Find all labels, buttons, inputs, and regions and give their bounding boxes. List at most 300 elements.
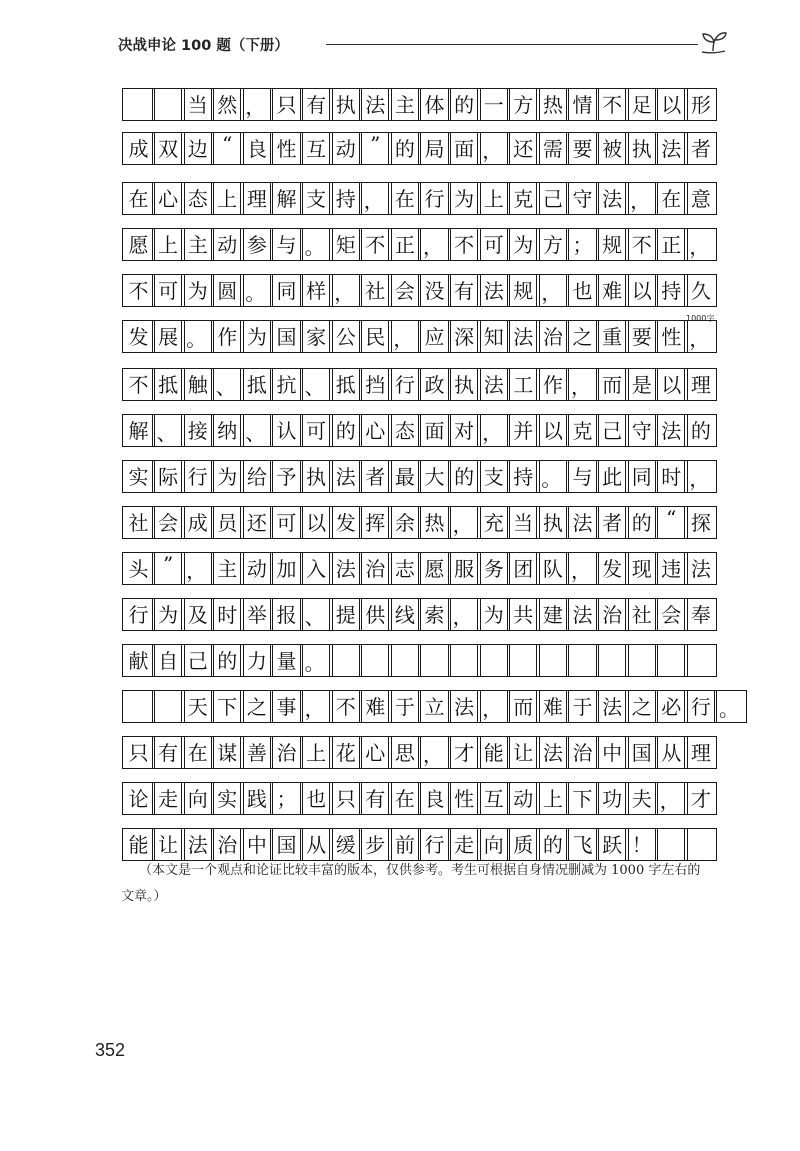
grid-cell: 展 xyxy=(152,320,185,353)
grid-cell: 之 xyxy=(240,690,273,723)
grid-cell: ， xyxy=(300,690,333,723)
grid-cell: 。 xyxy=(300,228,333,261)
grid-cell xyxy=(684,644,717,677)
grid-cell: 法 xyxy=(655,132,688,165)
grid-cell: 抵 xyxy=(329,368,362,401)
grid-cell: 下 xyxy=(211,690,244,723)
grid-cell: 久 xyxy=(684,274,717,307)
grid-cell: 成 xyxy=(122,132,155,165)
grid-cell: 不 xyxy=(448,228,481,261)
grid-cell: 者 xyxy=(684,132,717,165)
grid-cell: 上 xyxy=(211,182,244,215)
grid-cell: 认 xyxy=(270,414,303,447)
grid-cell: 思 xyxy=(388,736,421,769)
grid-cell: 方 xyxy=(507,88,540,121)
grid-cell: 作 xyxy=(211,320,244,353)
grid-cell: 入 xyxy=(300,552,333,585)
grid-cell: 予 xyxy=(270,460,303,493)
grid-cell: 互 xyxy=(300,132,333,165)
grid-cell: 提 xyxy=(329,598,362,631)
grid-cell: 应 xyxy=(418,320,451,353)
grid-cell: ， xyxy=(477,690,510,723)
grid-cell: 执 xyxy=(329,88,362,121)
grid-cell: 当 xyxy=(507,506,540,539)
grid-cell: 社 xyxy=(122,506,155,539)
grid-cell: 之 xyxy=(566,320,599,353)
grid-cell: 奉 xyxy=(684,598,717,631)
grid-cell: 时 xyxy=(655,460,688,493)
grid-cell: 建 xyxy=(536,598,569,631)
grid-cell: 向 xyxy=(477,828,510,861)
grid-cell: 缓 xyxy=(329,828,362,861)
grid-cell: 正 xyxy=(655,228,688,261)
grid-cell: 给 xyxy=(240,460,273,493)
grid-cell: 报 xyxy=(270,598,303,631)
grid-cell: 事 xyxy=(270,690,303,723)
grid-cell xyxy=(152,88,185,121)
grid-cell: 际 xyxy=(152,460,185,493)
grid-cell: 克 xyxy=(566,414,599,447)
grid-cell: 热 xyxy=(536,88,569,121)
grid-cell: 志 xyxy=(388,552,421,585)
page-number: 352 xyxy=(95,1040,126,1060)
grid-cell: 治 xyxy=(536,320,569,353)
grid-cell: 愿 xyxy=(122,228,155,261)
grid-cell: “ xyxy=(655,506,688,539)
grid-cell: 从 xyxy=(655,736,688,769)
grid-cell: 克 xyxy=(507,182,540,215)
grid-cell: 国 xyxy=(625,736,658,769)
grid-cell: 只 xyxy=(329,782,362,815)
grid-cell: 大 xyxy=(418,460,451,493)
grid-cell xyxy=(507,644,540,677)
grid-cell xyxy=(655,828,688,861)
grid-cell: 中 xyxy=(596,736,629,769)
grid-cell: 夫 xyxy=(625,782,658,815)
grid-cell: 、 xyxy=(300,368,333,401)
grid-cell: 可 xyxy=(270,506,303,539)
grid-cell: 质 xyxy=(507,828,540,861)
grid-cell: 行 xyxy=(181,460,214,493)
grid-cell: 意 xyxy=(684,182,717,215)
grid-cell: 善 xyxy=(240,736,273,769)
grid-cell: 不 xyxy=(122,368,155,401)
grid-cell: 有 xyxy=(359,782,392,815)
grid-cell xyxy=(477,644,510,677)
grid-cell: 执 xyxy=(625,132,658,165)
grid-cell: 也 xyxy=(566,274,599,307)
grid-cell: 步 xyxy=(359,828,392,861)
grid-cell: ， xyxy=(684,460,717,493)
grid-cell: 为 xyxy=(477,598,510,631)
grid-cell: ； xyxy=(270,782,303,815)
grid-cell: 与 xyxy=(566,460,599,493)
grid-cell: 局 xyxy=(418,132,451,165)
grid-cell: 法 xyxy=(596,182,629,215)
grid-cell: 的 xyxy=(536,828,569,861)
grid-cell: 下 xyxy=(566,782,599,815)
grid-cell xyxy=(122,88,155,121)
grid-cell: 的 xyxy=(625,506,658,539)
grid-cell: 国 xyxy=(270,320,303,353)
grid-cell: 前 xyxy=(388,828,421,861)
grid-cell: 法 xyxy=(566,598,599,631)
grid-cell: 解 xyxy=(270,182,303,215)
grid-cell xyxy=(418,644,451,677)
grid-cell: 治 xyxy=(359,552,392,585)
grid-cell: 在 xyxy=(181,736,214,769)
grid-cell: 践 xyxy=(240,782,273,815)
grid-cell: 法 xyxy=(507,320,540,353)
grid-cell: 自 xyxy=(152,644,185,677)
grid-cell xyxy=(448,644,481,677)
grid-cell: 者 xyxy=(359,460,392,493)
grid-cell: 抵 xyxy=(152,368,185,401)
grid-cell xyxy=(596,644,629,677)
grid-cell: 主 xyxy=(211,552,244,585)
grid-cell: ， xyxy=(684,228,717,261)
grid-cell xyxy=(566,644,599,677)
grid-cell: 。 xyxy=(714,690,747,723)
footnote: （本文是一个观点和论证比较丰富的版本，仅供参考。考生可根据自身情况删减为 1000 字左右的文章。） xyxy=(121,863,701,904)
grid-cell: 被 xyxy=(596,132,629,165)
grid-cell: 同 xyxy=(270,274,303,307)
grid-cell: 情 xyxy=(566,88,599,121)
grid-cell: 走 xyxy=(152,782,185,815)
grid-cell: 飞 xyxy=(566,828,599,861)
grid-cell: 从 xyxy=(300,828,333,861)
grid-cell: 不 xyxy=(329,690,362,723)
grid-cell: 并 xyxy=(507,414,540,447)
grid-cell: 纳 xyxy=(211,414,244,447)
grid-cell: 治 xyxy=(566,736,599,769)
grid-cell: 接 xyxy=(181,414,214,447)
grid-cell: 在 xyxy=(388,182,421,215)
grid-cell: 同 xyxy=(625,460,658,493)
grid-cell: 己 xyxy=(536,182,569,215)
grid-cell: 索 xyxy=(418,598,451,631)
grid-cell: 圆 xyxy=(211,274,244,307)
grid-cell: 也 xyxy=(300,782,333,815)
grid-cell: 、 xyxy=(152,414,185,447)
grid-cell: 供 xyxy=(359,598,392,631)
grid-cell: 治 xyxy=(596,598,629,631)
grid-cell: 务 xyxy=(477,552,510,585)
grid-cell: 的 xyxy=(684,414,717,447)
grid-cell: 向 xyxy=(181,782,214,815)
grid-cell: 服 xyxy=(448,552,481,585)
grid-cell: 要 xyxy=(625,320,658,353)
grid-cell: 态 xyxy=(388,414,421,447)
grid-cell: 面 xyxy=(448,132,481,165)
grid-cell: 没 xyxy=(418,274,451,307)
grid-cell: 在 xyxy=(655,182,688,215)
grid-cell: 以 xyxy=(655,88,688,121)
grid-cell: 法 xyxy=(448,690,481,723)
grid-cell: 举 xyxy=(240,598,273,631)
grid-cell: ” xyxy=(359,132,392,165)
grid-cell: ， xyxy=(566,368,599,401)
grid-cell: 支 xyxy=(477,460,510,493)
grid-cell: 是 xyxy=(625,368,658,401)
grid-cell: 只 xyxy=(122,736,155,769)
grid-cell: 态 xyxy=(181,182,214,215)
grid-cell xyxy=(329,644,362,677)
grid-cell: 难 xyxy=(596,274,629,307)
grid-cell: 难 xyxy=(536,690,569,723)
grid-cell: 的 xyxy=(329,414,362,447)
grid-cell: 知 xyxy=(477,320,510,353)
grid-cell: 执 xyxy=(536,506,569,539)
grid-cell: 而 xyxy=(596,368,629,401)
grid-cell: 持 xyxy=(507,460,540,493)
grid-cell: 挡 xyxy=(359,368,392,401)
grid-cell: 发 xyxy=(122,320,155,353)
grid-cell: 在 xyxy=(388,782,421,815)
grid-cell: 互 xyxy=(477,782,510,815)
grid-cell: 不 xyxy=(596,88,629,121)
grid-cell: “ xyxy=(211,132,244,165)
grid-cell: 抗 xyxy=(270,368,303,401)
grid-cell: 社 xyxy=(625,598,658,631)
grid-cell: 法 xyxy=(684,552,717,585)
grid-cell: 良 xyxy=(418,782,451,815)
grid-cell: 不 xyxy=(122,274,155,307)
grid-cell: 发 xyxy=(329,506,362,539)
grid-cell: 热 xyxy=(418,506,451,539)
grid-cell: 难 xyxy=(359,690,392,723)
grid-cell: 、 xyxy=(211,368,244,401)
grid-cell: 动 xyxy=(240,552,273,585)
grid-cell: 法 xyxy=(477,368,510,401)
wordcount-marker: 1000字 xyxy=(686,314,715,323)
grid-cell: 重 xyxy=(596,320,629,353)
grid-cell: 及 xyxy=(181,598,214,631)
grid-cell: 能 xyxy=(477,736,510,769)
grid-cell: ， xyxy=(625,182,658,215)
grid-cell: 让 xyxy=(507,736,540,769)
grid-cell: 可 xyxy=(152,274,185,307)
grid-cell: 足 xyxy=(625,88,658,121)
grid-cell: 挥 xyxy=(359,506,392,539)
grid-cell: 的 xyxy=(448,88,481,121)
grid-cell: 正 xyxy=(388,228,421,261)
grid-cell xyxy=(684,828,717,861)
grid-cell: 社 xyxy=(359,274,392,307)
grid-cell: 行 xyxy=(122,598,155,631)
grid-cell: 法 xyxy=(596,690,629,723)
grid-cell: 还 xyxy=(507,132,540,165)
grid-cell: 力 xyxy=(240,644,273,677)
grid-cell: 动 xyxy=(329,132,362,165)
grid-cell: 动 xyxy=(507,782,540,815)
grid-cell: 法 xyxy=(477,274,510,307)
grid-cell: 深 xyxy=(448,320,481,353)
grid-cell: 解 xyxy=(122,414,155,447)
grid-cell: 而 xyxy=(507,690,540,723)
grid-cell: 行 xyxy=(418,828,451,861)
grid-cell: 体 xyxy=(418,88,451,121)
grid-cell: 最 xyxy=(388,460,421,493)
grid-cell xyxy=(388,644,421,677)
grid-cell: 。 xyxy=(240,274,273,307)
grid-cell: 己 xyxy=(181,644,214,677)
grid-cell: 家 xyxy=(300,320,333,353)
grid-cell: 样 xyxy=(300,274,333,307)
grid-cell: 花 xyxy=(329,736,362,769)
grid-cell: 需 xyxy=(536,132,569,165)
grid-cell: 守 xyxy=(566,182,599,215)
grid-cell: 法 xyxy=(329,460,362,493)
grid-cell: 团 xyxy=(507,552,540,585)
grid-cell: ， xyxy=(418,228,451,261)
grid-cell: 才 xyxy=(448,736,481,769)
grid-cell: 法 xyxy=(181,828,214,861)
grid-cell xyxy=(536,644,569,677)
grid-cell: 在 xyxy=(122,182,155,215)
grid-cell: 不 xyxy=(359,228,392,261)
grid-cell: 与 xyxy=(270,228,303,261)
grid-cell: 心 xyxy=(359,414,392,447)
grid-cell: 方 xyxy=(536,228,569,261)
grid-cell: 会 xyxy=(388,274,421,307)
grid-cell: 。 xyxy=(536,460,569,493)
grid-cell: 会 xyxy=(655,598,688,631)
grid-cell: 实 xyxy=(211,782,244,815)
grid-cell: 现 xyxy=(625,552,658,585)
grid-cell: 治 xyxy=(211,828,244,861)
grid-cell: 上 xyxy=(152,228,185,261)
grid-cell: 实 xyxy=(122,460,155,493)
grid-cell: 理 xyxy=(240,182,273,215)
grid-cell: 工 xyxy=(507,368,540,401)
grid-cell: 法 xyxy=(329,552,362,585)
grid-cell: ， xyxy=(655,782,688,815)
grid-cell: 心 xyxy=(152,182,185,215)
grid-cell: 为 xyxy=(507,228,540,261)
grid-cell: 支 xyxy=(300,182,333,215)
grid-cell: ， xyxy=(566,552,599,585)
grid-cell: 充 xyxy=(477,506,510,539)
grid-cell: 只 xyxy=(270,88,303,121)
grid-cell: 为 xyxy=(211,460,244,493)
grid-cell: 抵 xyxy=(240,368,273,401)
grid-cell: 矩 xyxy=(329,228,362,261)
grid-cell: ， xyxy=(477,132,510,165)
grid-cell: 功 xyxy=(596,782,629,815)
grid-cell: 形 xyxy=(684,88,717,121)
grid-cell: 理 xyxy=(684,736,717,769)
grid-cell: 以 xyxy=(655,368,688,401)
grid-cell: 的 xyxy=(448,460,481,493)
grid-cell: 守 xyxy=(625,414,658,447)
grid-cell: 天 xyxy=(181,690,214,723)
grid-cell: 心 xyxy=(359,736,392,769)
grid-cell: ” xyxy=(152,552,185,585)
grid-cell: 行 xyxy=(684,690,717,723)
grid-cell: 执 xyxy=(300,460,333,493)
grid-cell: 跃 xyxy=(596,828,629,861)
grid-cell: 法 xyxy=(655,414,688,447)
grid-cell: 、 xyxy=(300,598,333,631)
grid-cell: 愿 xyxy=(418,552,451,585)
grid-cell: 余 xyxy=(388,506,421,539)
grid-cell: 可 xyxy=(300,414,333,447)
grid-cell: 才 xyxy=(684,782,717,815)
grid-cell: 线 xyxy=(388,598,421,631)
grid-cell: ； xyxy=(566,228,599,261)
grid-cell: ， xyxy=(388,320,421,353)
grid-cell: 成 xyxy=(181,506,214,539)
grid-cell: 论 xyxy=(122,782,155,815)
grid-cell: 双 xyxy=(152,132,185,165)
grid-cell: 为 xyxy=(448,182,481,215)
grid-cell: 法 xyxy=(359,88,392,121)
grid-cell: 必 xyxy=(655,690,688,723)
grid-cell: 上 xyxy=(300,736,333,769)
grid-cell xyxy=(152,690,185,723)
grid-cell: 为 xyxy=(240,320,273,353)
grid-cell: ， xyxy=(448,506,481,539)
grid-cell: ， xyxy=(181,552,214,585)
grid-cell: ， xyxy=(448,598,481,631)
grid-cell: 有 xyxy=(152,736,185,769)
grid-cell: 规 xyxy=(596,228,629,261)
grid-cell: 发 xyxy=(596,552,629,585)
grid-cell: 触 xyxy=(181,368,214,401)
grid-cell: 让 xyxy=(152,828,185,861)
grid-cell xyxy=(122,690,155,723)
grid-cell: 行 xyxy=(388,368,421,401)
grid-cell: 违 xyxy=(655,552,688,585)
grid-cell: 对 xyxy=(448,414,481,447)
grid-cell: 走 xyxy=(448,828,481,861)
grid-cell: 于 xyxy=(566,690,599,723)
grid-cell: 性 xyxy=(270,132,303,165)
grid-cell: ， xyxy=(684,320,717,353)
grid-cell: 参 xyxy=(240,228,273,261)
grid-cell: 。 xyxy=(181,320,214,353)
grid-cell: 当 xyxy=(181,88,214,121)
book-title: 决战申论 100 题（下册） xyxy=(118,38,289,54)
grid-cell: 上 xyxy=(477,182,510,215)
grid-cell: 己 xyxy=(596,414,629,447)
grid-cell: 探 xyxy=(684,506,717,539)
grid-cell: 。 xyxy=(300,644,333,677)
grid-cell: 可 xyxy=(477,228,510,261)
grid-cell: 有 xyxy=(448,274,481,307)
grid-cell: 中 xyxy=(240,828,273,861)
grid-cell: ， xyxy=(329,274,362,307)
grid-cell: 员 xyxy=(211,506,244,539)
grid-cell: 作 xyxy=(536,368,569,401)
grid-cell: 量 xyxy=(270,644,303,677)
grid-cell: 上 xyxy=(536,782,569,815)
grid-cell: 者 xyxy=(596,506,629,539)
grid-cell: 边 xyxy=(181,132,214,165)
grid-cell: 加 xyxy=(270,552,303,585)
grid-cell: ， xyxy=(418,736,451,769)
grid-cell: 还 xyxy=(240,506,273,539)
grid-cell: 的 xyxy=(211,644,244,677)
grid-cell: 法 xyxy=(566,506,599,539)
grid-cell: 主 xyxy=(388,88,421,121)
grid-cell: 共 xyxy=(507,598,540,631)
grid-cell: 主 xyxy=(181,228,214,261)
grid-cell: 然 xyxy=(211,88,244,121)
grid-cell: 民 xyxy=(359,320,392,353)
grid-cell: 能 xyxy=(122,828,155,861)
